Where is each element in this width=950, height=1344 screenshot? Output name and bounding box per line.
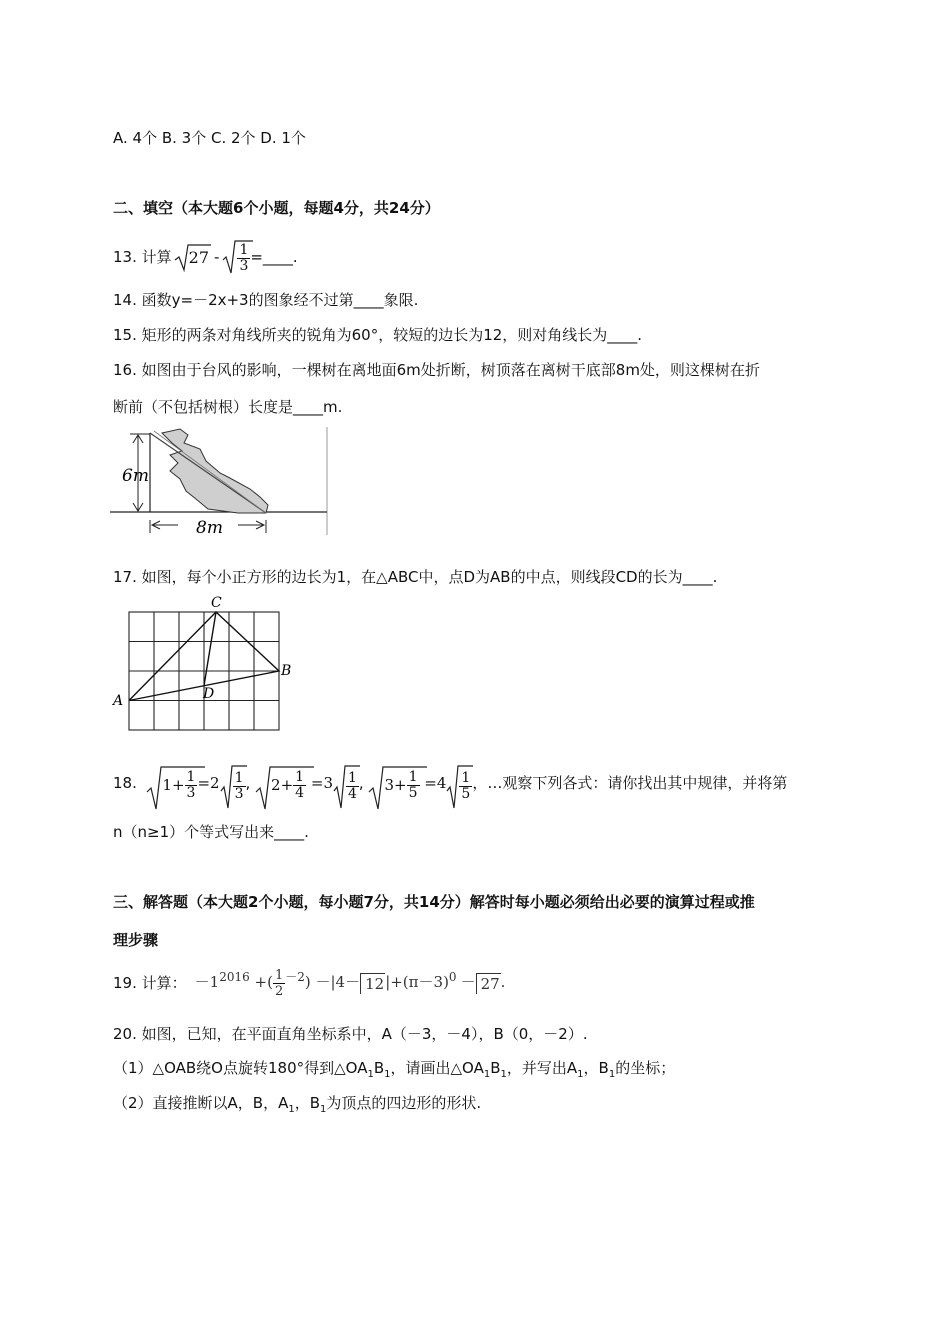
q13-number: 13. [113,248,137,266]
label-c: C [211,595,222,611]
label-d: D [203,686,215,702]
q18-result-2: $\frac{1}{4}$ [333,765,359,802]
q13-frac-den: 3 [239,258,249,274]
question-13 [113,240,298,274]
section2-heading: 二、填空（本大题6个小题，每题4分，共24分） [113,199,440,217]
q18-den-3b: 5 [461,785,471,802]
radical-sign-icon [368,766,428,810]
question-17: 17. 如图，每个小正方形的边长为1，在△ABC中，点D为AB的中点，则线段CD的长为____. [113,568,718,586]
q13-radicand: 27 [188,248,210,267]
sqrt-27 [174,242,211,272]
q18-term-1: 1 + $\frac{1}{3}$ [146,766,197,801]
label-b: B [281,663,292,679]
q18-result-1: $\frac{1}{3}$ [220,765,246,802]
section3-heading-line1: 三、解答题（本大题2个小题，每小题7分，共14分）解答时每小题必须给出必要的演算过程或推 [113,893,755,911]
label-a: A [113,693,124,709]
q18-den-2a: 4 [295,784,305,801]
question-19 [113,962,505,1004]
q13-minus: - [214,248,220,266]
question-18-line2: n（n≥1）个等式写出来____. [113,823,309,841]
q13-prefix: 计算 [141,248,172,266]
radical-sign-icon [174,242,212,272]
q18-int-3: 3 [384,776,394,794]
question-15: 15. 矩形的两条对角线所夹的锐角为60°，较短的边长为12，则对角线长为____. [113,326,643,344]
q18-den-1a: 3 [186,784,196,801]
q13-suffix: =____. [250,248,298,266]
fig16-height-label: 6m [122,466,149,486]
question-20-line1: 20. 如图，已知，在平面直角坐标系中，A（－3，－4），B（0，－2）. [113,1025,588,1043]
q19-expression: $-1^{2016}$ +( $\frac{1}{2}$ $^{-2}) -|4- 12|+(\pi-3)^0 - 27$. [194,967,506,999]
fig16-distance-label: 8m [196,518,223,537]
q18-den-2b: 4 [347,785,357,802]
q18-term-3: 3 + $\frac{1}{5}$ [368,766,419,801]
q18-den-3a: 5 [408,784,418,801]
figure-16-broken-tree [110,425,332,537]
q12-options: A. 4个 B. 3个 C. 2个 D. 1个 [113,129,306,147]
radical-sign-icon [255,766,315,810]
q19-prefix: 计算： [141,974,187,992]
q18-term-2: 2 + $\frac{1}{4}$ [255,766,306,801]
sqrt-12: 12 [360,973,385,994]
radical-sign-icon [446,765,474,809]
section3-heading-line2: 理步骤 [113,931,159,949]
figure-17-grid-triangle [108,592,300,737]
q18-coef-2: 3 [323,774,333,792]
sqrt-27-b: 27 [476,973,501,994]
radical-sign-icon [220,765,248,809]
q18-coef-3: 4 [436,774,447,792]
q18-result-3: $\frac{1}{5}$ [446,765,472,802]
sqrt-one-third [222,240,250,274]
question-18: 18. 1 + $\frac{1}{3}$ = 2 $\frac{1}{3}$ , 2 + $\frac{1}{4}$ = 3 $\frac{1}{4}$ , 3 + $\frac{1}{5}$ = 4 $\frac{1}{5}$ ，…观察下列各式：请你找出其中规律，并将第 [113,760,787,806]
q19-number: 19. [113,974,137,992]
radical-sign-icon [222,240,254,274]
q18-den-1b: 3 [234,785,244,802]
question-16-line1: 16. 如图由于台风的影响，一棵树在离地面6m处折断，树顶落在离树干底部8m处，则这棵树在折 [113,361,760,379]
radical-sign-icon [333,765,361,809]
q18-int-2: 2 [271,776,281,794]
q18-tail: ，…观察下列各式：请你找出其中规律，并将第 [472,774,788,792]
q18-int-1: 1 [162,776,172,794]
question-16-line2: 断前（不包括树根）长度是____m. [113,398,343,416]
q18-coef-1: 2 [210,774,220,792]
q13-frac-num: 1 [239,242,249,258]
question-20-part1: （1）△OAB绕O点旋转180°得到$\triangle OA_1B_1$，请画出$\triangle OA_1B_1$，并写出$A_1$，$B_1$的坐标； [113,1059,676,1080]
question-20-part2: （2）直接推断以A，B，$A_1$，$B_1$为顶点的四边形的形状. [113,1094,482,1115]
q18-number: 18. [113,774,137,792]
radical-sign-icon [146,766,206,810]
question-14: 14. 函数y=－2x+3的图象经不过第____象限. [113,291,419,309]
